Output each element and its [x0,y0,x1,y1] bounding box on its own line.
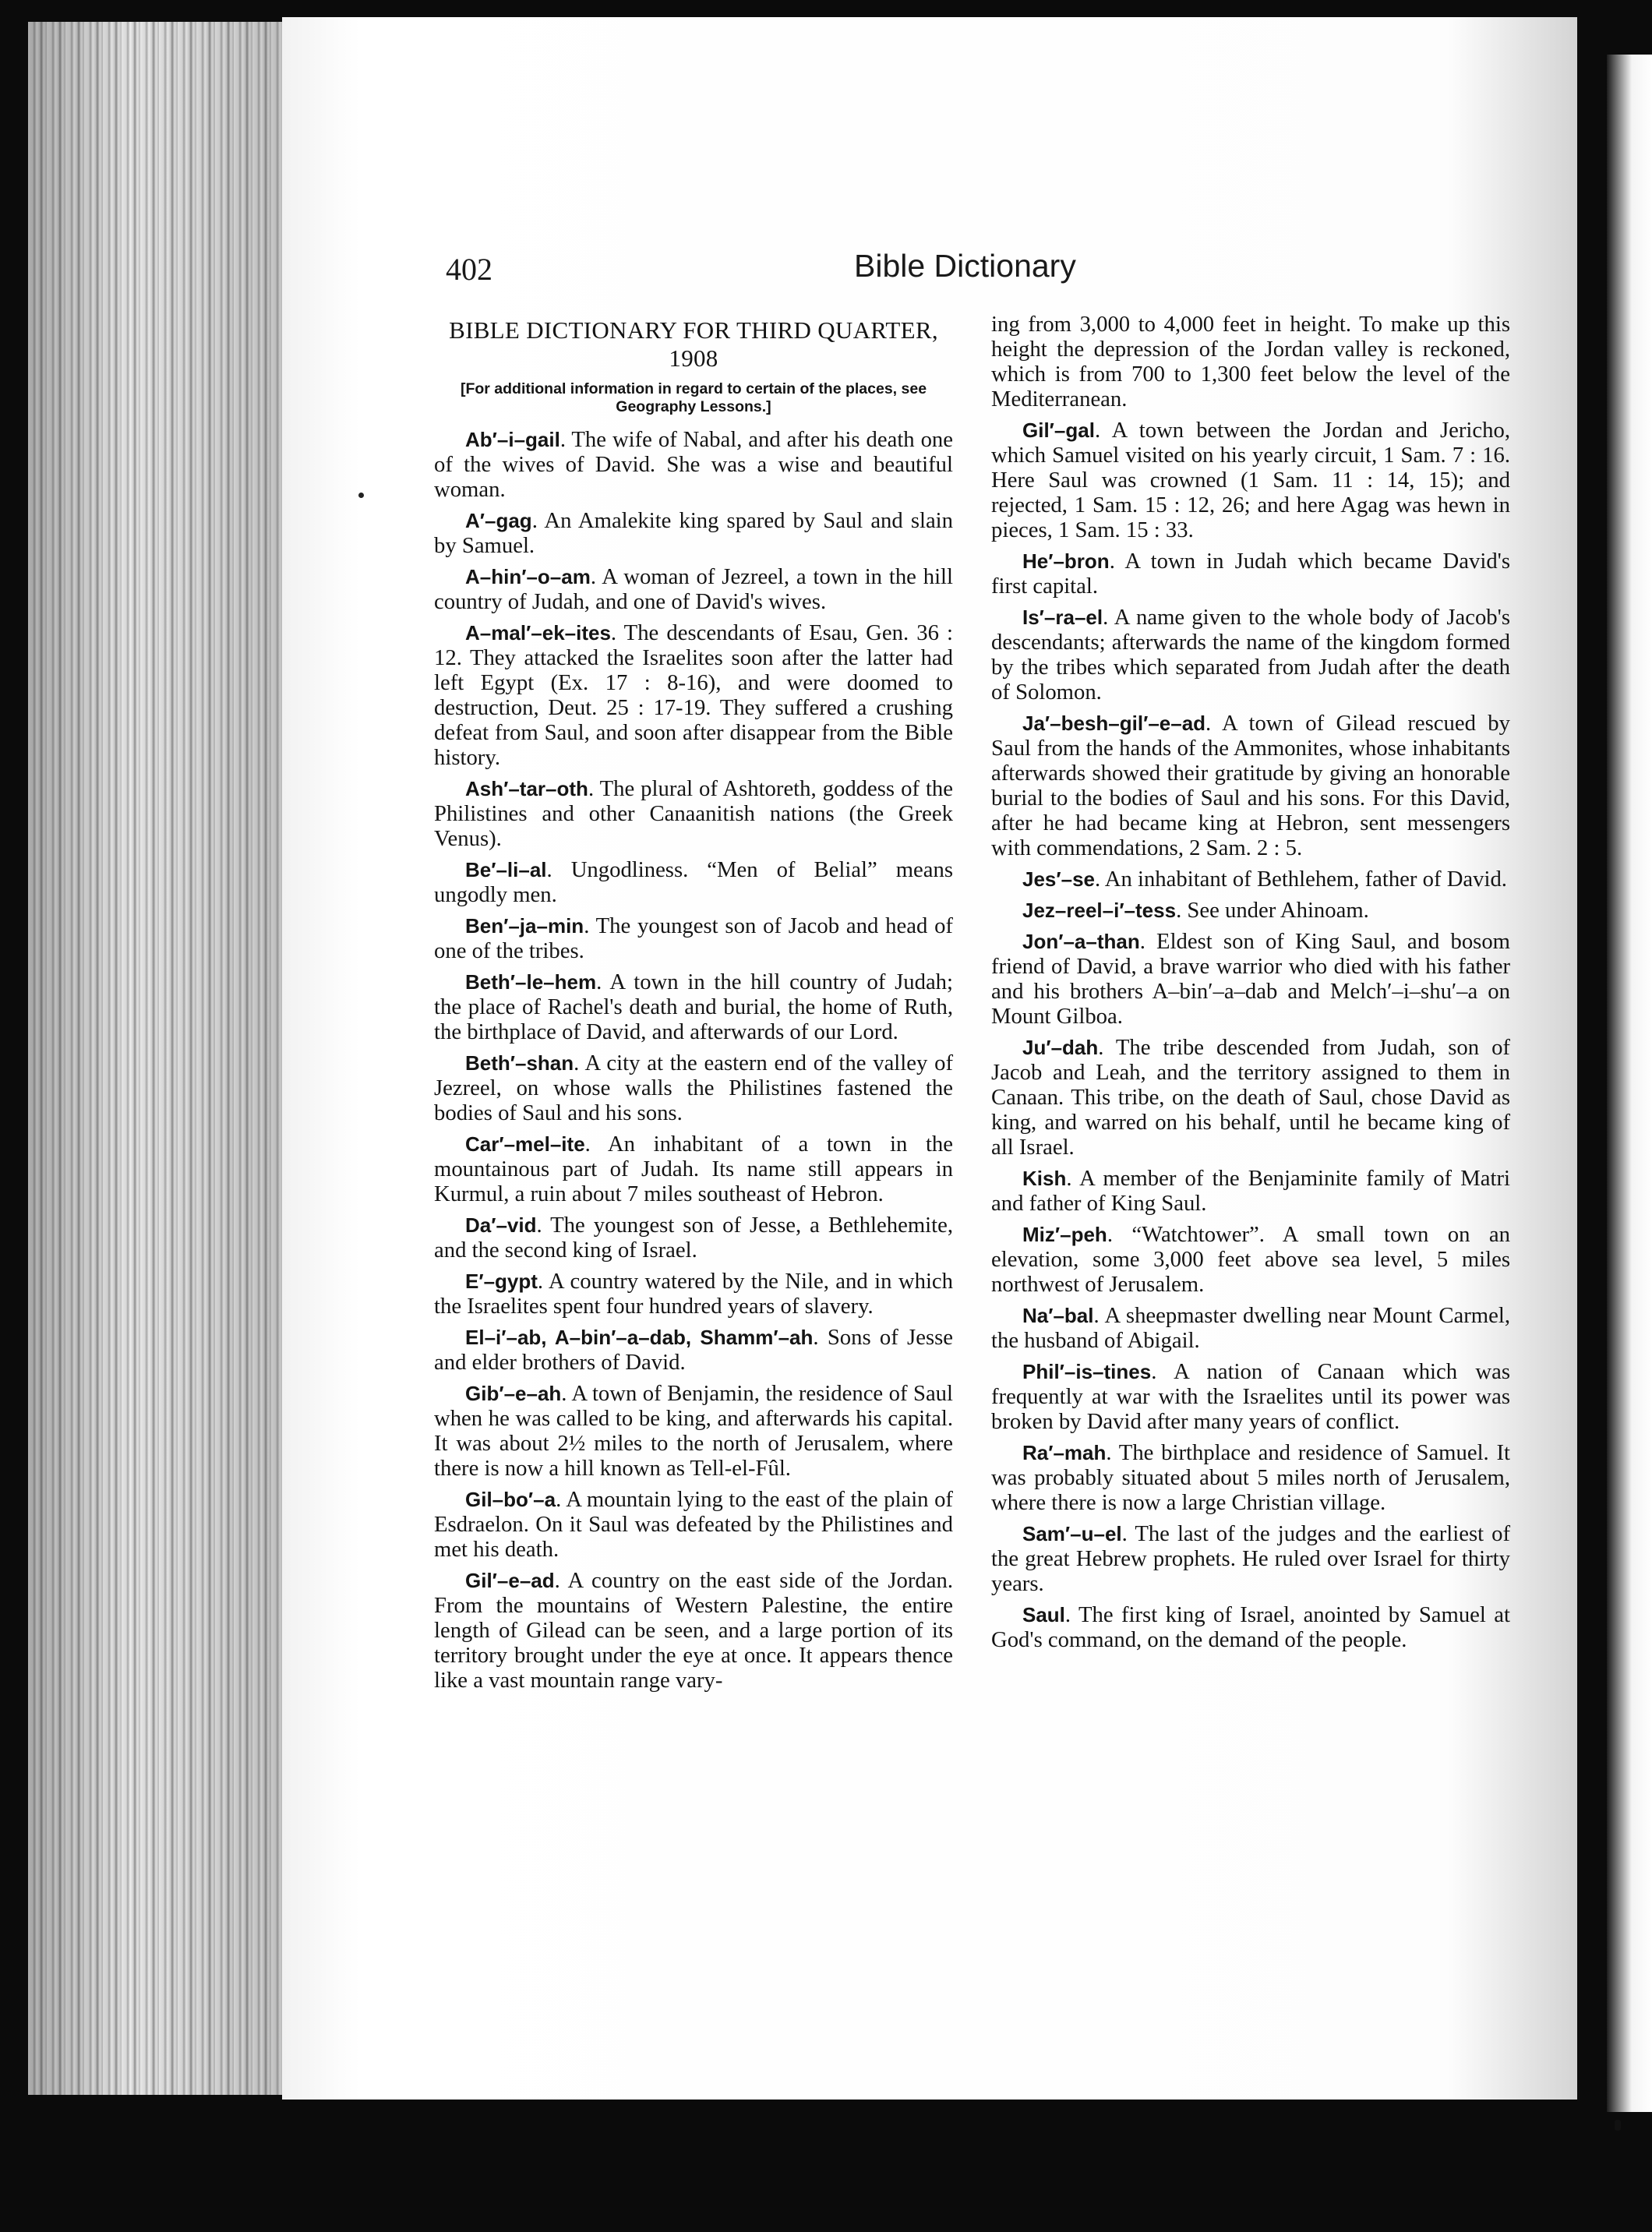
entry-definition: . “Watchtower”. A small town on an elevation, some 3,000 feet above sea level, 5 miles northwest of Jerusalem. [991,1222,1510,1297]
entry-headword: Jon′–a–than [1022,930,1140,953]
entry-definition: . The birthplace and residence of Samuel. It was probably situated about 5 miles north of Jerusalem, where there is now a large Christian village. [991,1440,1510,1515]
dictionary-entry [434,1381,953,1481]
entry-definition: . The descendants of Esau, Gen. 36 : 12. They attacked the Israelites soon after the latter had left Egypt (Ex. 17 : 8-16), and were doomed to destruction, Deut. 25 : 17-19. They suffered a crushing defeat from Saul, and soon after disappear from the Bible history. [434,620,953,770]
dictionary-entry [434,1325,953,1375]
dictionary-entry [434,564,953,614]
entry-definition: . A name given to the whole body of Jacob's descendants; afterwards the name of the kingdom formed by the tribes which separated from Judah after the death of Solomon. [991,605,1510,705]
entry-headword: Saul [1022,1603,1065,1626]
dictionary-entry [991,1303,1510,1353]
dictionary-entry [434,1051,953,1125]
entry-headword: Beth′–le–hem [465,970,597,994]
entry-definition: . An inhabitant of a town in the mountainous part of Judah. Its name still appears in Kurmul, a ruin about 7 miles southeast of Hebron. [434,1132,953,1206]
entry-definition: . A nation of Canaan which was frequently at war with the Israelites until its power was broken by David after many years of conflict. [991,1359,1510,1434]
entry-definition: . A sheepmaster dwelling near Mount Carmel, the husband of Abigail. [991,1303,1510,1353]
dictionary-entry [991,1602,1510,1652]
facing-page-edge [1607,55,1652,2112]
entry-definition: . A town of Gilead rescued by Saul from the hands of the Ammonites, whose inhabitants afterwards showed their gratitude by giving an honorable burial to the bodies of Saul and his sons. For this David, after he had became king at Hebron, sent messengers with commendations, 2 Sam. 2 : 5. [991,711,1510,860]
left-column [434,312,953,1699]
entry-headword: Miz′–peh [1022,1223,1107,1246]
entry-definition: . A town in Judah which became David's first capital. [991,549,1510,599]
dictionary-entry [991,1222,1510,1297]
entry-headword: Ju′–dah [1022,1036,1099,1059]
dictionary-entry [434,620,953,770]
entry-headword: Gil–bo′–a [465,1488,556,1511]
entry-definition: . Ungodliness. “Men of Belial” means ungodly men. [434,857,953,907]
entry-headword: A′–gag [465,509,532,532]
entry-definition: . A woman of Jezreel, a town in the hill country of Judah, and one of David's wives. [434,564,953,614]
entry-definition: . A country on the east side of the Jordan. From the mountains of Western Palestine, the entire length of Gilead can be seen, and a large portion of its territory brought under the eye at once. It appears thence like a vast mountain range vary- [434,1568,953,1693]
entry-headword: Beth′–shan [465,1051,574,1075]
dictionary-entry [434,1213,953,1263]
dictionary-entry [434,427,953,502]
entry-definition: . The youngest son of Jesse, a Bethlehemite, and the second king of Israel. [434,1213,953,1263]
entry-headword: Gil′–gal [1022,418,1095,442]
margin-mark [358,493,364,498]
entry-definition: . A country watered by the Nile, and in which the Israelites spent four hundred years of slavery. [434,1269,953,1319]
dictionary-entry [991,867,1510,892]
page-number: 402 [446,252,492,287]
entry-headword: A–mal′–ek–ites [465,621,611,645]
entry-headword: Car′–mel–ite [465,1132,585,1156]
entry-headword: Kish [1022,1167,1067,1190]
entry-definition: . The plural of Ashtoreth, goddess of the Philistines and other Canaanitish nations (the Greek Venus). [434,776,953,851]
dictionary-entry [991,1521,1510,1596]
left-entries [434,427,953,1693]
entry-headword: Be′–li–al [465,858,547,881]
dictionary-entry [991,1440,1510,1515]
entry-headword: Jez–reel–i′–tess [1022,899,1177,922]
right-entries [991,418,1510,1652]
edge-shadow [28,22,285,2095]
entry-headword: Ash′–tar–oth [465,777,588,800]
entry-headword: Ra′–mah [1022,1441,1107,1464]
entry-headword: Is′–ra–el [1022,606,1103,629]
facing-page-mark [1615,2120,1621,2131]
entry-definition: . A town of Benjamin, the residence of Saul when he was called to be king, and afterwards his capital. It was about 2½ miles to the north of Jerusalem, where there is now a hill known as Tell-el-Fûl. [434,1381,953,1481]
dictionary-entry [991,711,1510,860]
dictionary-entry [991,898,1510,923]
entry-headword: Jes′–se [1022,867,1095,891]
dictionary-entry [991,1359,1510,1434]
entry-definition: . Eldest son of King Saul, and bosom friend of David, a brave warrior who died with his father and his brothers A–bin′–a–dab and Melch′–i–shu′–a on Mount Gilboa. [991,929,1510,1029]
dictionary-entry [434,1132,953,1206]
dictionary-entry [434,1568,953,1693]
dictionary-entry [434,1487,953,1562]
dictionary-title: BIBLE DICTIONARY FOR THIRD QUARTER, 1908 [449,316,938,372]
entry-headword: El–i′–ab, A–bin′–a–dab, Shamm′–ah [465,1326,814,1349]
entry-headword: A–hin′–o–am [465,565,591,588]
dictionary-entry [434,857,953,907]
entry-headword: Gil′–e–ad [465,1569,555,1592]
dictionary-entry [991,418,1510,542]
entry-definition: . The first king of Israel, anointed by Samuel at God's command, on the demand of the people. [991,1602,1510,1652]
dictionary-entry [434,508,953,558]
entry-definition: . The wife of Nabal, and after his death one of the wives of David. She was a wise and beautiful woman. [434,427,953,502]
entry-headword: Sam′–u–el [1022,1522,1122,1545]
right-column [991,312,1510,1658]
entry-headword: Ja′–besh–gil′–e–ad [1022,712,1206,735]
running-title: Bible Dictionary [854,248,1076,284]
entry-headword: Ab′–i–gail [465,428,560,451]
entry-definition: . A member of the Benjaminite family of Matri and father of King Saul. [991,1166,1510,1216]
entry-headword: Gib′–e–ah [465,1382,562,1405]
entry-headword: He′–bron [1022,549,1110,573]
entry-headword: Phil′–is–tines [1022,1360,1152,1383]
entry-definition: . An inhabitant of Bethlehem, father of David. [1095,867,1507,892]
entry-definition: . A mountain lying to the east of the plain of Esdraelon. On it Saul was defeated by the Philistines and met his death. [434,1487,953,1562]
dictionary-entry [434,776,953,851]
dictionary-entry [991,1166,1510,1216]
entry-definition: . Sons of Jesse and elder brothers of David. [434,1325,953,1375]
entry-definition: . See under Ahinoam. [1176,898,1369,923]
entry-headword: E′–gypt [465,1270,538,1293]
entry-definition: . A town between the Jordan and Jericho, which Samuel visited on his yearly circuit, 1 Sam. 7 : 16. Here Saul was crowned (1 Sam. 11 : 14, 15); and rejected, 1 Sam. 15 : 12, 26; and here Agag was hewn in pieces, 1 Sam. 15 : 33. [991,418,1510,542]
entry-definition: . A town in the hill country of Judah; the place of Rachel's death and burial, the home of Ruth, the birthplace of David, and afterwards of our Lord. [434,969,953,1044]
entry-definition: . The tribe descended from Judah, son of Jacob and Leah, and the territory assigned to them in Canaan. This tribe, on the death of Saul, chose David as king, and warred on his behalf, until he became king of all Israel. [991,1035,1510,1160]
dictionary-entry [434,1269,953,1319]
dictionary-entry [991,1035,1510,1160]
entry-headword: Na′–bal [1022,1304,1094,1327]
dictionary-entry [991,605,1510,705]
dictionary-entry [434,913,953,963]
entry-definition: . The youngest son of Jacob and head of one of the tribes. [434,913,953,963]
continued-text: ing from 3,000 to 4,000 feet in height. To make up this height the depression of the Jordan valley is reckoned, which is from 700 to 1,300 feet below the level of the Mediterranean. [991,312,1510,411]
dictionary-entry [991,929,1510,1029]
entry-definition: . A city at the eastern end of the valley of Jezreel, on whose walls the Philistines fastened the bodies of Saul and his sons. [434,1051,953,1125]
entry-headword: Da′–vid [465,1213,537,1237]
geography-note: [For additional information in regard to certain of the places, see Geography Lessons.] [460,380,927,415]
dictionary-entry [991,549,1510,599]
entry-headword: Ben′–ja–min [465,914,584,938]
running-head [446,248,1504,295]
entry-definition: . An Amalekite king spared by Saul and slain by Samuel. [434,508,953,558]
dictionary-entry [434,969,953,1044]
entry-definition: . The last of the judges and the earliest of the great Hebrew prophets. He ruled over Israel for thirty years. [991,1521,1510,1596]
